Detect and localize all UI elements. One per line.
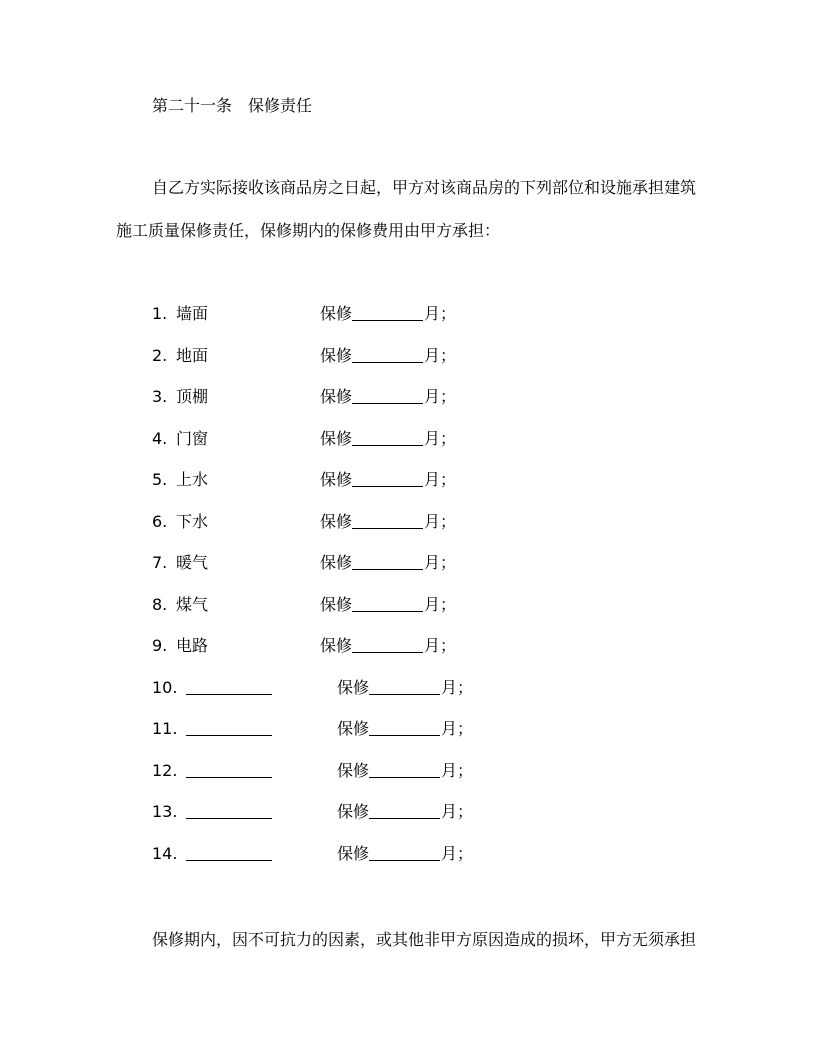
item-name-blank[interactable]: [186, 678, 272, 695]
warranty-label: 保修: [320, 428, 353, 448]
warranty-item: [0, 678, 816, 698]
warranty-item: [0, 304, 816, 324]
warranty-item: [0, 844, 816, 864]
warranty-label: 保修: [320, 636, 353, 655]
item-number: 11.: [152, 719, 178, 738]
item-number: 5.: [152, 470, 168, 489]
month-suffix: 月；: [441, 719, 474, 738]
month-suffix: 月；: [424, 387, 457, 406]
item-label: 墙面: [176, 304, 209, 323]
months-blank[interactable]: [352, 636, 423, 653]
item-label: 上水: [176, 470, 209, 489]
warranty-label: 保修: [337, 843, 370, 863]
warranty-item: [0, 470, 816, 490]
item-number: 3.: [152, 387, 168, 406]
warranty-item: [0, 512, 816, 532]
months-blank[interactable]: [352, 429, 423, 446]
item-name-blank[interactable]: [186, 802, 272, 819]
warranty-item: [0, 429, 816, 449]
months-blank[interactable]: [352, 387, 423, 404]
months-blank[interactable]: [369, 761, 440, 778]
item-label: 暖气: [176, 553, 209, 572]
warranty-label: 保修: [320, 387, 353, 406]
month-suffix: 月；: [424, 553, 457, 572]
warranty-label: 保修: [337, 719, 370, 738]
months-blank[interactable]: [352, 470, 423, 487]
item-number: 9.: [152, 636, 168, 655]
month-suffix: 月；: [424, 428, 457, 448]
item-name-blank[interactable]: [186, 844, 272, 861]
month-suffix: 月；: [441, 843, 474, 863]
warranty-item: [0, 595, 816, 615]
warranty-label: 保修: [320, 511, 353, 531]
warranty-label: 保修: [320, 470, 353, 489]
item-name-blank[interactable]: [186, 719, 272, 736]
warranty-label: 保修: [320, 304, 353, 323]
month-suffix: 月；: [424, 304, 457, 323]
warranty-item: [0, 719, 816, 739]
month-suffix: 月；: [441, 677, 474, 697]
warranty-label: 保修: [320, 594, 353, 614]
warranty-item: [0, 636, 816, 656]
month-suffix: 月；: [441, 760, 474, 780]
month-suffix: 月；: [424, 345, 457, 365]
months-blank[interactable]: [369, 844, 440, 861]
warranty-label: 保修: [337, 802, 370, 821]
months-blank[interactable]: [369, 802, 440, 819]
warranty-item: [0, 761, 816, 781]
warranty-label: 保修: [337, 760, 370, 780]
warranty-item: [0, 346, 816, 366]
item-number: 10.: [152, 677, 178, 697]
item-label: 顶棚: [176, 387, 209, 406]
warranty-item: [0, 802, 816, 822]
closing-paragraph: 保修期内，因不可抗力的因素，或其他非甲方原因造成的损坏，甲方无须承担: [152, 930, 697, 949]
months-blank[interactable]: [352, 512, 423, 529]
item-number: 7.: [152, 553, 168, 572]
warranty-label: 保修: [320, 553, 353, 572]
month-suffix: 月；: [424, 511, 457, 531]
months-blank[interactable]: [352, 595, 423, 612]
item-label: 下水: [176, 511, 209, 531]
item-label: 煤气: [176, 594, 209, 614]
item-label: 电路: [176, 636, 209, 655]
warranty-label: 保修: [320, 345, 353, 365]
warranty-item: [0, 387, 816, 407]
month-suffix: 月；: [424, 636, 457, 655]
month-suffix: 月；: [424, 470, 457, 489]
item-number: 4.: [152, 428, 168, 448]
item-label: 门窗: [176, 428, 209, 448]
item-number: 6.: [152, 511, 168, 531]
intro-paragraph-line2: 施工质量保修责任，保修期内的保修费用由甲方承担：: [116, 221, 501, 240]
warranty-item: [0, 553, 816, 573]
item-number: 13.: [152, 802, 178, 821]
item-label: 地面: [176, 345, 209, 365]
month-suffix: 月；: [441, 802, 474, 821]
months-blank[interactable]: [352, 553, 423, 570]
warranty-label: 保修: [337, 677, 370, 697]
item-number: 8.: [152, 594, 168, 614]
item-number: 14.: [152, 843, 178, 863]
item-number: 2.: [152, 345, 168, 365]
months-blank[interactable]: [352, 346, 423, 363]
month-suffix: 月；: [424, 594, 457, 614]
article-heading: 第二十一条 保修责任: [152, 96, 313, 115]
months-blank[interactable]: [369, 678, 440, 695]
item-number: 1.: [152, 304, 168, 323]
item-name-blank[interactable]: [186, 761, 272, 778]
item-number: 12.: [152, 760, 178, 780]
months-blank[interactable]: [369, 719, 440, 736]
intro-paragraph-line1: 自乙方实际接收该商品房之日起，甲方对该商品房的下列部位和设施承担建筑: [152, 178, 697, 197]
months-blank[interactable]: [352, 304, 423, 321]
